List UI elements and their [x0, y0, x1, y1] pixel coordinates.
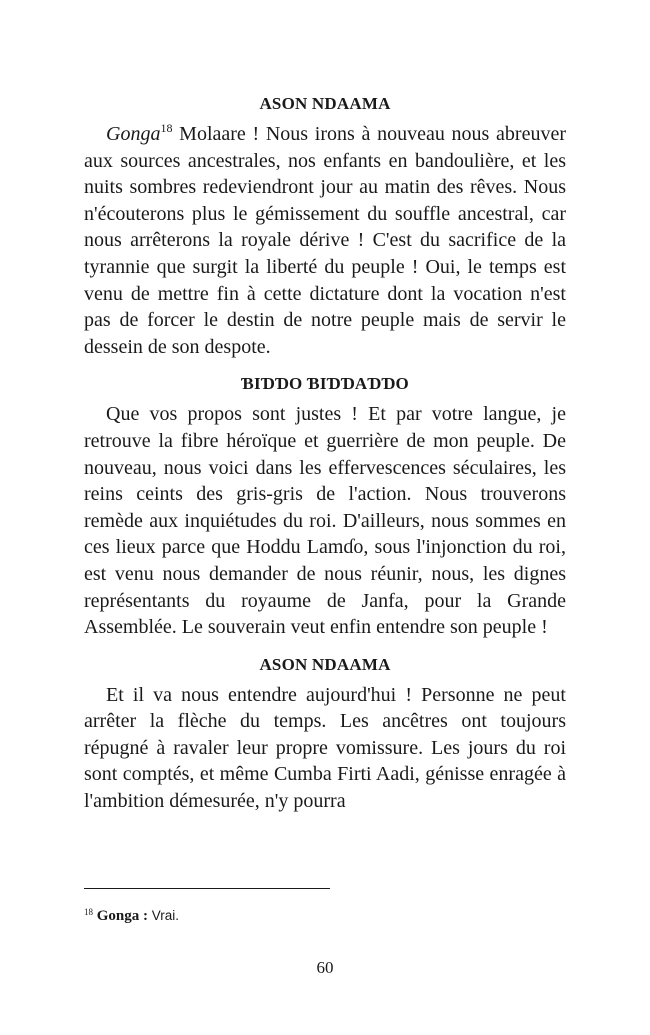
dialogue-paragraph [84, 401, 566, 640]
footnote-definition: Vrai. [148, 908, 180, 923]
speaker-name: ASON NDAAMA [259, 94, 391, 113]
dialogue-paragraph [84, 682, 566, 815]
dialogue-text: Molaare ! Nous irons à nouveau nous abreuver aux sources ancestrales, nos enfants en bandoulière, et les nuits sombres redeviendront jour au matin des rêves. Nous n'écouterons plus le gémissement du souffle ancestral, car nous arrêterons la royale dérive ! C'est du sacrifice de la tyrannie que surgit la liberté du peuple ! Oui, le temps est venu de mettre fin à cette dictature dont la vocation n'est pas de forcer le destin de notre peuple mais de servir le dessein de son despote. [84, 123, 566, 358]
footnote-divider [84, 888, 330, 889]
speaker-name: ƁIƊƊO ƁIƊƊAƊƊO [241, 374, 409, 394]
footnote [84, 907, 566, 925]
dialogue-text: Et il va nous entendre aujourd'hui ! Personne ne peut arrêter la flèche du temps. Les ancêtres ont toujours répugné à ravaler leur propre vomissure. Les jours du roi sont comptés, et même Cumba Firti Aadi, génisse enragée à l'ambition démesurée, n'y pourra [84, 683, 566, 813]
speaker-name: ASON NDAAMA [259, 654, 391, 674]
page-body [84, 92, 566, 827]
italic-term: Gonga [106, 123, 161, 145]
footnote-term: Gonga : [96, 908, 149, 924]
dialogue-text: Que vos propos sont justes ! Et par votre langue, je retrouve la fibre héroïque et guerrière de mon peuple. De nouveau, nous voici dans les effervescences séculaires, les reins ceints des gris-gris de l'action. Nous trouverons remède aux inquiétudes du roi. D'ailleurs, nous sommes en ces lieux parce que Hoddu Lamɗo, sous l'injonction du roi, est venu nous demander de nous réunir, nous, les dignes représentants du royaume de Janfa, pour la Grande Assemblée. Le souverain veut enfin entendre son peuple ! [84, 403, 566, 639]
footnote-reference[interactable]: 18 [160, 121, 173, 135]
dialogue-paragraph [84, 121, 566, 360]
footnote-number: 18 [84, 907, 93, 917]
page-number: 60 [316, 958, 334, 977]
